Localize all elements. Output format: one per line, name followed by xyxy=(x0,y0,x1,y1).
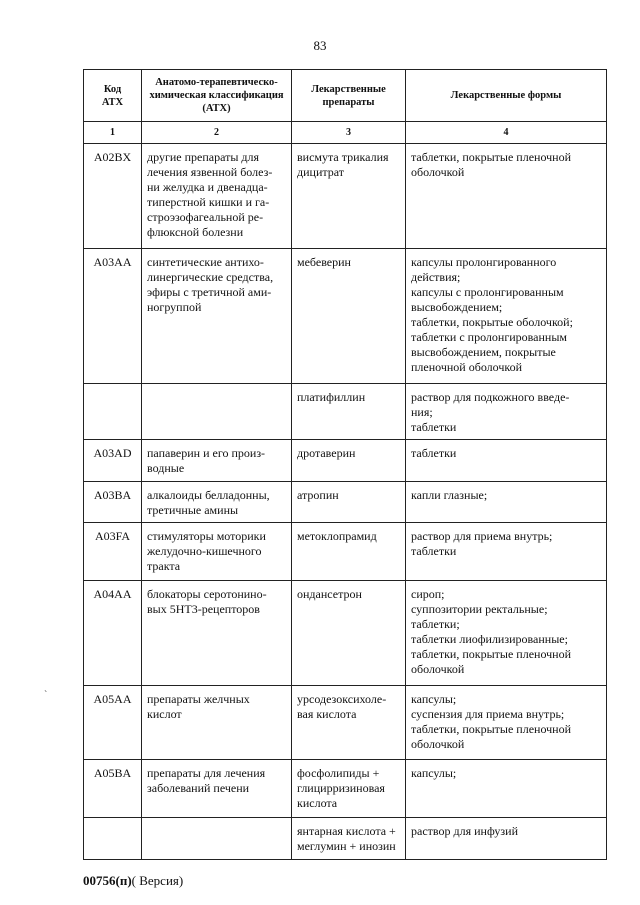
atx-code-cell: A03AD xyxy=(84,440,142,482)
classification-cell: алкалоиды белладонны, третичные амины xyxy=(142,482,292,523)
document-version: ( Версия) xyxy=(131,873,184,888)
drug-cell: метоклопрамид xyxy=(292,523,406,581)
table-row xyxy=(84,818,607,860)
header-atx-code: Код АТХ xyxy=(84,70,142,122)
column-number-row xyxy=(84,122,607,144)
drug-cell: висмута трикалия дицитрат xyxy=(292,144,406,249)
document-footer xyxy=(83,873,183,889)
forms-cell: таблетки, покрытые пленочной оболочкой xyxy=(406,144,607,249)
drug-cell: дротаверин xyxy=(292,440,406,482)
classification-cell: стимуляторы моторики желудочно-кишечного тракта xyxy=(142,523,292,581)
table-row xyxy=(84,581,607,686)
table-row xyxy=(84,144,607,249)
atx-code-cell: A03BA xyxy=(84,482,142,523)
classification-cell xyxy=(142,384,292,440)
classification-cell: другие препараты для лечения язвенной болез- ни желудка и двенадца- типерстной кишки и га- строэзофагеальной ре- флюксной болезни xyxy=(142,144,292,249)
drug-cell: янтарная кислота + меглумин + инозин xyxy=(292,818,406,860)
forms-cell: капли глазные; xyxy=(406,482,607,523)
classification-cell: синтетические антихо- линергические средства, эфиры с третичной ами- ногруппой xyxy=(142,249,292,384)
classification-cell: папаверин и его произ- водные xyxy=(142,440,292,482)
forms-cell: раствор для приема внутрь; таблетки xyxy=(406,523,607,581)
table-row xyxy=(84,249,607,384)
forms-cell: раствор для подкожного введе- ния; таблетки xyxy=(406,384,607,440)
table-row xyxy=(84,523,607,581)
drug-cell: ондансетрон xyxy=(292,581,406,686)
table-row xyxy=(84,440,607,482)
column-number: 2 xyxy=(142,122,292,144)
table-row xyxy=(84,760,607,818)
scan-artifact-mark: ` xyxy=(44,690,48,701)
drug-cell: платифиллин xyxy=(292,384,406,440)
atx-code-cell xyxy=(84,384,142,440)
forms-cell: сироп; суппозитории ректальные; таблетки; таблетки лиофилизированные; таблетки, покрытые пленочной оболочкой xyxy=(406,581,607,686)
atx-code-cell: A04AA xyxy=(84,581,142,686)
table-row xyxy=(84,686,607,760)
drug-cell: урсодезоксихоле- вая кислота xyxy=(292,686,406,760)
forms-cell: капсулы пролонгированного действия; капсулы с пролонгированным высвобождением; таблетки, покрытые оболочкой; таблетки с пролонгированным высвобождением, покрытые пленочной оболочкой xyxy=(406,249,607,384)
header-atx-classification: Анатомо-терапевтическо- химическая классификация (АТХ) xyxy=(142,70,292,122)
forms-cell: раствор для инфузий xyxy=(406,818,607,860)
atx-drug-table xyxy=(83,69,607,860)
table-header-row xyxy=(84,70,607,122)
classification-cell: препараты желчных кислот xyxy=(142,686,292,760)
column-number: 3 xyxy=(292,122,406,144)
forms-cell: капсулы; xyxy=(406,760,607,818)
table-row xyxy=(84,482,607,523)
header-drugs: Лекарственные препараты xyxy=(292,70,406,122)
forms-cell: таблетки xyxy=(406,440,607,482)
atx-code-cell: A02BX xyxy=(84,144,142,249)
document-id: 00756(п) xyxy=(83,873,132,888)
drug-cell: атропин xyxy=(292,482,406,523)
classification-cell: препараты для лечения заболеваний печени xyxy=(142,760,292,818)
classification-cell: блокаторы серотонино- вых 5HT3-рецепторов xyxy=(142,581,292,686)
classification-cell xyxy=(142,818,292,860)
column-number: 4 xyxy=(406,122,607,144)
table-row xyxy=(84,384,607,440)
atx-code-cell: A03AA xyxy=(84,249,142,384)
forms-cell: капсулы; суспензия для приема внутрь; таблетки, покрытые пленочной оболочкой xyxy=(406,686,607,760)
atx-code-cell: A03FA xyxy=(84,523,142,581)
atx-code-cell: A05BA xyxy=(84,760,142,818)
header-dosage-forms: Лекарственные формы xyxy=(406,70,607,122)
drug-cell: мебеверин xyxy=(292,249,406,384)
drug-cell: фосфолипиды + глицирризиновая кислота xyxy=(292,760,406,818)
column-number: 1 xyxy=(84,122,142,144)
page-number: 83 xyxy=(313,38,327,53)
atx-code-cell: A05AA xyxy=(84,686,142,760)
atx-code-cell xyxy=(84,818,142,860)
